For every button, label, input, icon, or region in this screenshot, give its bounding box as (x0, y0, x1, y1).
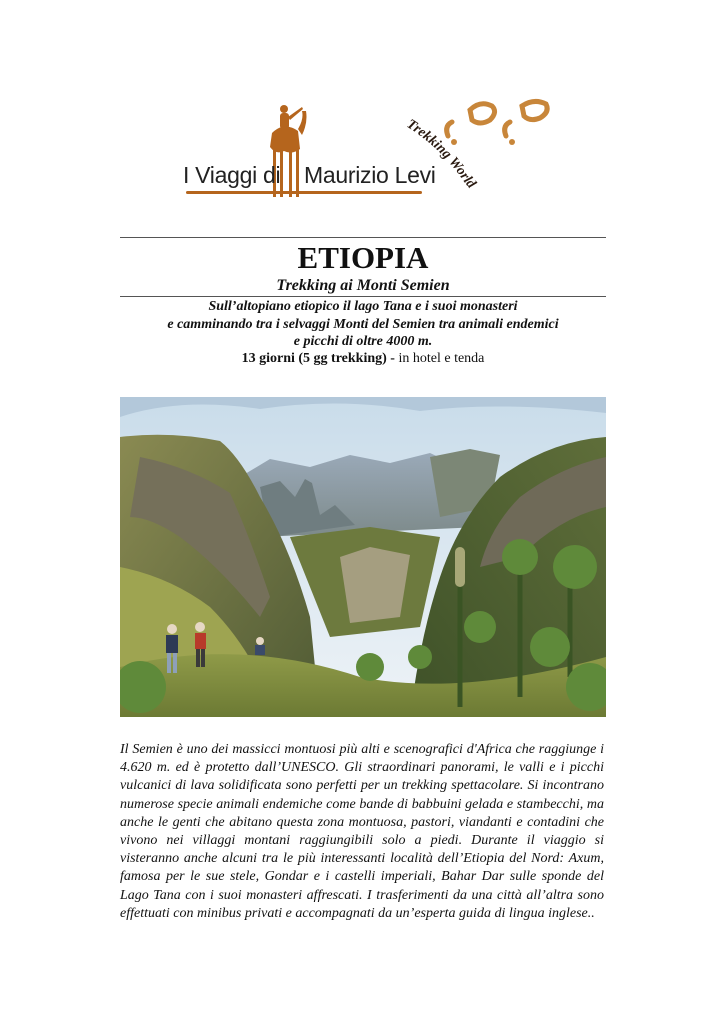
description-line: e camminando tra i selvaggi Monti del Semien tra animali endemici (167, 316, 559, 332)
logo-underline (186, 191, 422, 194)
divider-mid (120, 296, 606, 297)
description-line: Sull’altopiano etiopico il lago Tana e i suoi monasteri (208, 299, 518, 314)
duration-rest: in hotel e tenda (394, 351, 485, 366)
trip-description (120, 298, 606, 351)
duration-bold: 13 giorni (5 gg trekking) - (241, 351, 395, 366)
svg-text:Trekking World (404, 117, 479, 193)
semien-mountains-photo (120, 397, 606, 717)
logo-brand-right: Maurizio Levi (304, 162, 436, 188)
body-paragraph: Il Semien è uno dei massicci montuosi più alti e scenografici d'Africa che raggiunge i 4.620 m. ed è protetto dall’UNESCO. Gli straordinari panorami, le valli e i picchi vulcanici di lava solidificata sono perfetti per un trekking spettacolare. Si incontrano numerose specie animali endemiche come bande di babbuini gelada e stambecchi, ma anche le genti che abitano questa zona montuosa, pastori, viandanti e contadini che vivono nei villaggi montani raggiungibili solo a piedi. Durante il viaggio si visteranno anche alcuni tra le più interessanti località dell’Etiopia del Nord: Axum, famosa per le sue stele, Gondar e i castelli imperiali, Bahar Dar sulle sponde del Lago Tana con i suoi monasteri affrescati. I trasferimenti da una città all’altra sono effettuati con minibus privati e accompagnati da un’esperta guida di lingua inglese.. (120, 742, 604, 921)
page-subtitle: Trekking ai Monti Semien (276, 277, 450, 294)
trekking-world-tagline (398, 116, 508, 216)
trip-duration (120, 350, 606, 368)
tagline-text: Trekking World (403, 116, 479, 192)
logo-brand-left: I Viaggi di (183, 162, 281, 188)
description-line: e picchi di oltre 4000 m. (293, 334, 433, 349)
page-title: ETIOPIA (297, 240, 429, 275)
divider-top (120, 237, 606, 238)
